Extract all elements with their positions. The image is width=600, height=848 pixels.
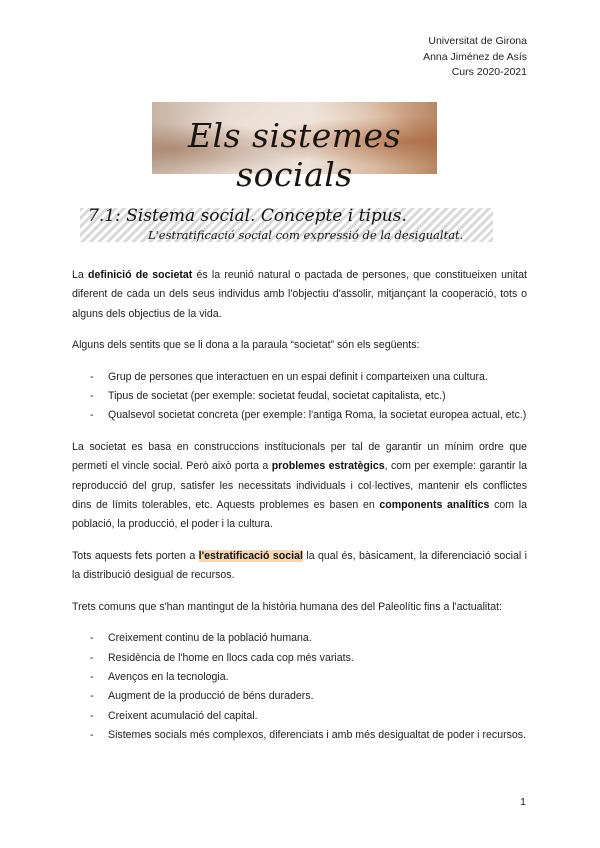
list-item: [72, 668, 527, 687]
title-banner: [152, 102, 437, 194]
paragraph-common-traits-intro: Trets comuns que s'han mantingut de la història humana des del Paleolític fins a l'actualitat:: [72, 600, 502, 613]
bullet-dash: -: [90, 409, 94, 422]
list-item-text: Creixent acumulació del capital.: [108, 709, 258, 722]
bullet-dash: -: [90, 729, 94, 742]
main-content: [72, 266, 527, 758]
term-definicio: definició de societat: [87, 269, 193, 281]
list-item: [72, 406, 527, 425]
list-item: [72, 649, 527, 668]
text-run: La: [72, 269, 88, 281]
header-university: Universitat de Girona: [428, 35, 527, 47]
term-components-analitics: components analítics: [379, 499, 490, 512]
page-number: 1: [520, 796, 526, 808]
term-estratificacio-social: l'estratificació social: [198, 549, 303, 562]
list-item-text: Tipus de societat (per exemple: societat feudal, societat capitalista, etc.): [108, 390, 446, 403]
list-item-text: Creixement continu de la població humana.: [108, 632, 312, 645]
bullet-dash: -: [90, 709, 94, 722]
list-item-text: Qualsevol societat concreta (per exemple: l'antiga Roma, la societat europea actual, etc.): [108, 409, 527, 422]
bullet-dash: -: [90, 390, 94, 403]
list-item: [72, 629, 527, 648]
text-run: la qual és, bàsicament, la diferenciació social i la distribució desigual de recursos.: [72, 549, 527, 582]
bullet-dash: -: [90, 370, 94, 383]
bullet-dash: -: [90, 651, 94, 664]
text-run: La societat es basa en construccions institucionals per tal de garantir un mínim ordre que permeti el vincle social. Però això porta a: [72, 440, 527, 473]
list-item-text: Avenços en la tecnologia.: [108, 670, 229, 683]
text-run: Tots aquests fets porten a: [72, 549, 199, 562]
banner-title: Els sistemes socials: [187, 116, 402, 194]
header-course: Curs 2020-2021: [451, 66, 527, 78]
list-item-text: Residència de l'home en llocs cada cop més variats.: [108, 651, 354, 664]
section-subtitle: L'estratificació social com expressió de la desigualtat.: [148, 228, 464, 242]
list-item: [72, 387, 527, 406]
text-run: és la reunió natural o pactada de persones, que constitueixen unitat diferent de cada un dels seus individus amb l'objectiu d'assolir, mitjançant la cooperació, tots o alguns dels objectius de la vida.: [72, 269, 528, 320]
paragraph-institutions: [72, 438, 527, 535]
list-item: [72, 368, 527, 387]
common-traits-list: [72, 629, 527, 745]
senses-list: [72, 368, 527, 426]
list-item-text: Augment de la producció de béns duraders.: [108, 690, 314, 703]
list-item-text: Sistemes socials més complexos, diferenciats i amb més desigualtat de poder i recursos.: [108, 729, 527, 742]
text-run: com la població, la producció, el poder i la cultura.: [72, 499, 527, 531]
text-run: , com per exemple: garantir la reproducció del grup, satisfer les necessitats individuals i col·lectives, mantenir els conflictes dins de límits tolerables, etc. Aquests problemes es basen en: [72, 460, 527, 512]
paragraph-senses-intro: Alguns dels sentits que se li dona a la paraula “societat” són els següents:: [72, 339, 420, 352]
bullet-dash: -: [90, 670, 94, 683]
section-title: 7.1: Sistema social. Concepte i tipus.: [88, 206, 407, 226]
list-item: [72, 726, 527, 745]
bullet-dash: -: [90, 632, 94, 645]
list-item-text: Grup de persones que interactuen en un espai definit i comparteixen una cultura.: [108, 370, 488, 383]
header-author: Anna Jiménez de Asís: [423, 50, 527, 63]
list-item: [72, 707, 527, 726]
list-item: [72, 687, 527, 706]
paragraph-definition: [72, 266, 527, 324]
term-problemes-estrategics: problemes estratègics: [271, 460, 385, 473]
document-header: [423, 34, 527, 81]
bullet-dash: -: [90, 690, 94, 703]
paragraph-stratification: [72, 547, 527, 586]
